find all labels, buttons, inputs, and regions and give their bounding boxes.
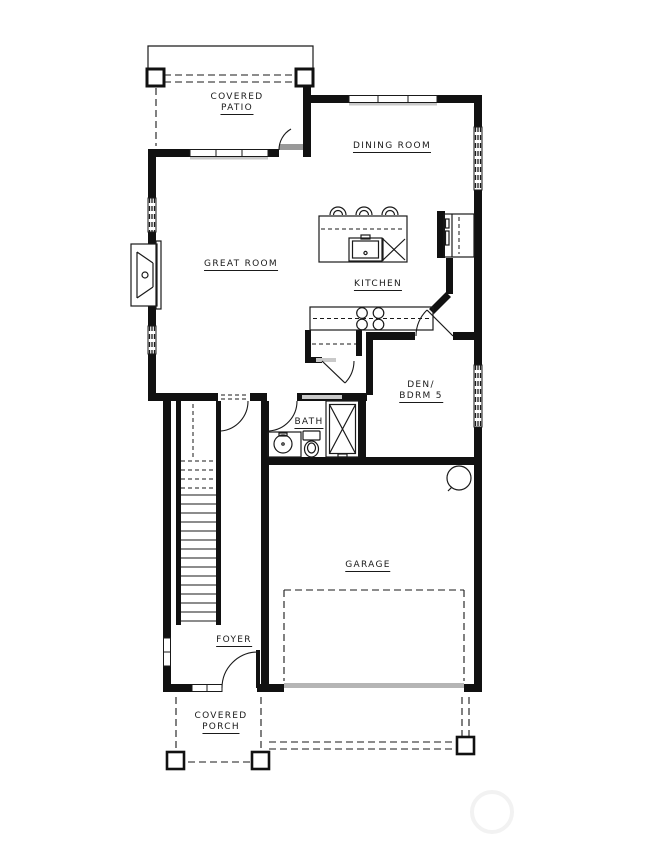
burner bbox=[373, 308, 384, 319]
room-label-covered-porch: COVERED PORCH bbox=[194, 711, 248, 732]
fireplace bbox=[131, 241, 161, 309]
room-label-bath: BATH bbox=[294, 417, 324, 427]
burner bbox=[357, 308, 368, 319]
upper-treads bbox=[181, 461, 216, 488]
hall-door bbox=[221, 395, 248, 431]
pantry-wall bbox=[305, 330, 311, 361]
great-room-top-window bbox=[190, 150, 268, 160]
dining-top-window bbox=[349, 96, 437, 106]
front-door bbox=[222, 650, 260, 688]
pantry-wall bbox=[356, 330, 362, 356]
treads bbox=[181, 495, 216, 621]
dishwasher bbox=[383, 238, 405, 261]
great-room-left-window-2 bbox=[148, 326, 156, 354]
drain bbox=[364, 251, 367, 254]
den-right-window bbox=[474, 365, 482, 427]
patio-post bbox=[296, 69, 313, 86]
foyer-front-window bbox=[192, 685, 222, 692]
stairs bbox=[176, 401, 221, 625]
pantry-door bbox=[316, 358, 354, 383]
watermark-circle bbox=[472, 792, 512, 832]
porch-post bbox=[252, 752, 269, 769]
garage-fixtures bbox=[284, 466, 471, 688]
room-label-den-bdrm5: DEN/ BDRM 5 bbox=[399, 380, 443, 401]
garage-door-outline bbox=[284, 590, 464, 681]
burner bbox=[357, 319, 368, 330]
room-label-great-room: GREAT ROOM bbox=[204, 259, 278, 269]
bath-fixtures bbox=[268, 401, 359, 457]
patio-post bbox=[147, 69, 164, 86]
patio-door bbox=[279, 129, 303, 150]
dining-right-window bbox=[474, 127, 482, 190]
room-label-kitchen: KITCHEN bbox=[353, 279, 403, 289]
great-room-left-window bbox=[148, 198, 156, 232]
room-label-dining-room: DINING ROOM bbox=[352, 141, 432, 151]
burner bbox=[373, 319, 384, 330]
shower bbox=[326, 401, 359, 457]
water-heater bbox=[447, 466, 471, 491]
angled-wall bbox=[429, 292, 451, 314]
room-label-foyer: FOYER bbox=[216, 635, 252, 645]
driveway-post bbox=[457, 737, 474, 754]
room-label-covered-patio: COVERED PATIO bbox=[210, 92, 264, 113]
kitchen-hall-door bbox=[416, 310, 453, 336]
cooktop-counter bbox=[310, 307, 433, 330]
driveway-outline bbox=[269, 697, 474, 754]
foyer-left-window bbox=[164, 638, 171, 666]
bar-stools bbox=[330, 207, 398, 215]
island-sink bbox=[349, 235, 382, 261]
vanity-sink bbox=[268, 432, 301, 457]
garage-door bbox=[284, 683, 464, 688]
doors bbox=[221, 129, 453, 688]
porch-post bbox=[167, 752, 184, 769]
room-label-garage: GARAGE bbox=[345, 560, 391, 570]
toilet bbox=[303, 431, 320, 457]
refrigerator bbox=[444, 214, 474, 257]
